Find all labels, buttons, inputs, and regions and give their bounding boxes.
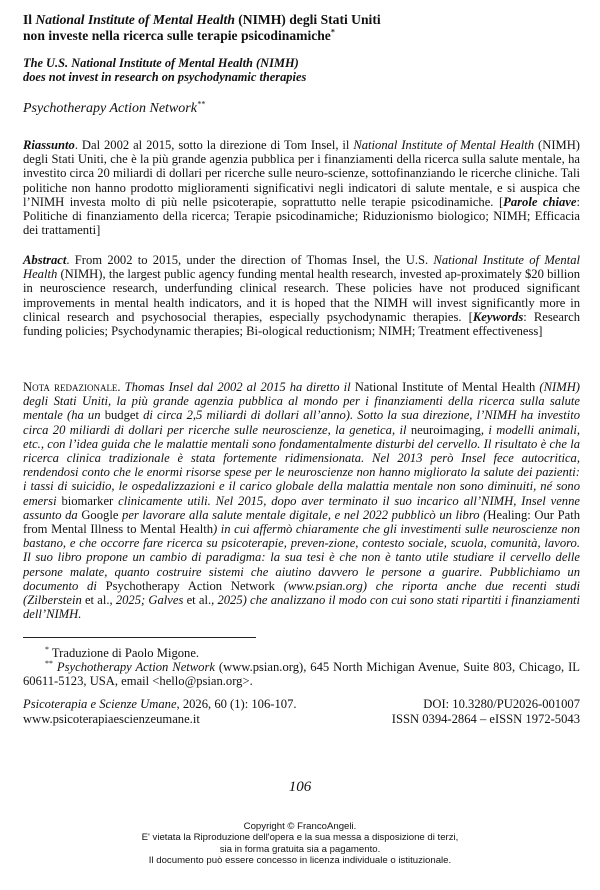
editorial-note-paragraph: Nota redazionale. Thomas Insel dal 2002 al 2015 ha diretto il National Institute of Mental Health (NIMH) degli Stati Uniti, la più grande agenzia pubblica al mondo per i finanziamenti della ricerca sulla salute mentale (ha un budget di circa 2,5 miliardi di dollari all’anno). Sotto la sua direzione, l’NIMH ha investito circa 20 miliardi di dollari per ricerche sulle neuroscienze, la genetica, il neuroimaging, i modelli animali, etc., con l’idea guida che le malattie mentali sono fondamentalmente disturbi del cervello. Il risultato è che la ricerca clinica tradizionale è stata fortemente ridimensionata. Nel 2013 però Insel fece autocritica, rendendosi conto che le enormi risorse spese per le neuroscienze non hanno migliorato la salute dei pazienti: i tassi di suicidio, le ospedalizzazioni e il carico globale della malattia mentale non sono diminuiti, né sono emersi biomarker clinicamente utili. Nel 2015, dopo aver terminato il suo incarico all’NIMH, Insel venne assunto da Google per lavorare alla salute mentale digitale, e nel 2022 pubblicò un libro (Healing: Our Path from Mental Illness to Mental Health) in cui affermò chiaramente che gli investimenti sulle neuroscienze non bastano, e che occorre fare ricerca su psicoterapie, preven-zione, contesto sociale, scuola, comunità, lavoro. Il suo libro propone un cambio di paradigma: la sua tesi è che non è tanto utile studiare il cervello delle persone malate, quanto costruire sistemi che aiutino davvero le persone a guarire. Pubblichiamo un documento di Psychotherapy Action Network (www.psian.org) che riporta anche due recenti studi (Zilberstein et al., 2025; Galves et al., 2025) che analizzano il modo con cui sono stati ripartiti i finanziamenti dell’NIMH.	[23, 380, 581, 622]
article-title-english: The U.S. National Institute of Mental Health (NIMH) does not invest in research on psychodynamic therapies	[23, 56, 307, 84]
author-line: Psychotherapy Action Network**	[23, 99, 205, 116]
page-number: 106	[288, 779, 312, 795]
copyright-notice: Copyright © FrancoAngeli. E' vietata la Riproduzione dell'opera e la sua messa a disposizione di terzi, sia in forma gratuita sia a pagamento. Il documento può essere concesso in licenza individuale o istituzionale.	[141, 821, 459, 867]
footnote-translation: * Traduzione di Paolo Migone.	[45, 644, 200, 660]
abstract-paragraph: Abstract. From 2002 to 2015, under the direction of Thomas Insel, the U.S. National Institute of Mental Health (NIMH), the largest public agency funding mental health research, invested ap-proximately $20 billion in neuroscience research, underfunding clinical research. These policies have not produced significant improvements in mental health indicators, and it is hoped that the NIMH will invest significantly more in clinical research and psychosocial therapies, especially psychodynamic therapies. [Keywords: Research funding policies; Psychodynamic therapies; Bi-ological reductionism; NIMH; Treatment effectiveness]	[23, 253, 580, 339]
doi-text: DOI: 10.3280/PU2026-001007	[423, 697, 580, 711]
footnote-divider	[23, 637, 256, 638]
journal-citation-line: Psicoterapia e Scienze Umane, 2026, 60 (1): 106-107. DOI: 10.3280/PU2026-001007	[23, 697, 580, 711]
article-title-italian: Il National Institute of Mental Health (NIMH) degli Stati Uniti non investe nella ricerca sulle terapie psicodinamiche*	[23, 12, 381, 43]
riassunto-paragraph: Riassunto. Dal 2002 al 2015, sotto la direzione di Tom Insel, il National Institute of Mental Health (NIMH) degli Stati Uniti, che è la più grande agenzia pubblica per i finanziamenti della ricerca sulla salute mentale, ha investito circa 20 miliardi di dollari per ricerche sulle neuro-scienze, sottofinanziando le ricerche cliniche. Tali politiche non hanno prodotto miglioramenti significativi negli indicatori di salute mentale, e si auspica che l’NIMH investa molto di più nelle psicoterapie, soprattutto nelle terapie psicodinamiche. [Parole chiave: Politiche di finanziamento della ricerca; Terapie psicodinamiche; Riduzionismo biologico; NIMH; Efficacia dei trattamenti]	[23, 138, 580, 238]
journal-website: www.psicoterapiaescienzeumane.it	[23, 712, 200, 726]
journal-website-line	[23, 712, 580, 726]
footnote-author-address: ** Psychotherapy Action Network (www.psian.org), 645 North Michigan Avenue, Suite 803, Chicago, IL 60611-5123, USA, email <hello@psian.org>.	[23, 658, 580, 688]
issn-text: ISSN 0394-2864 – eISSN 1972-5043	[391, 712, 580, 726]
